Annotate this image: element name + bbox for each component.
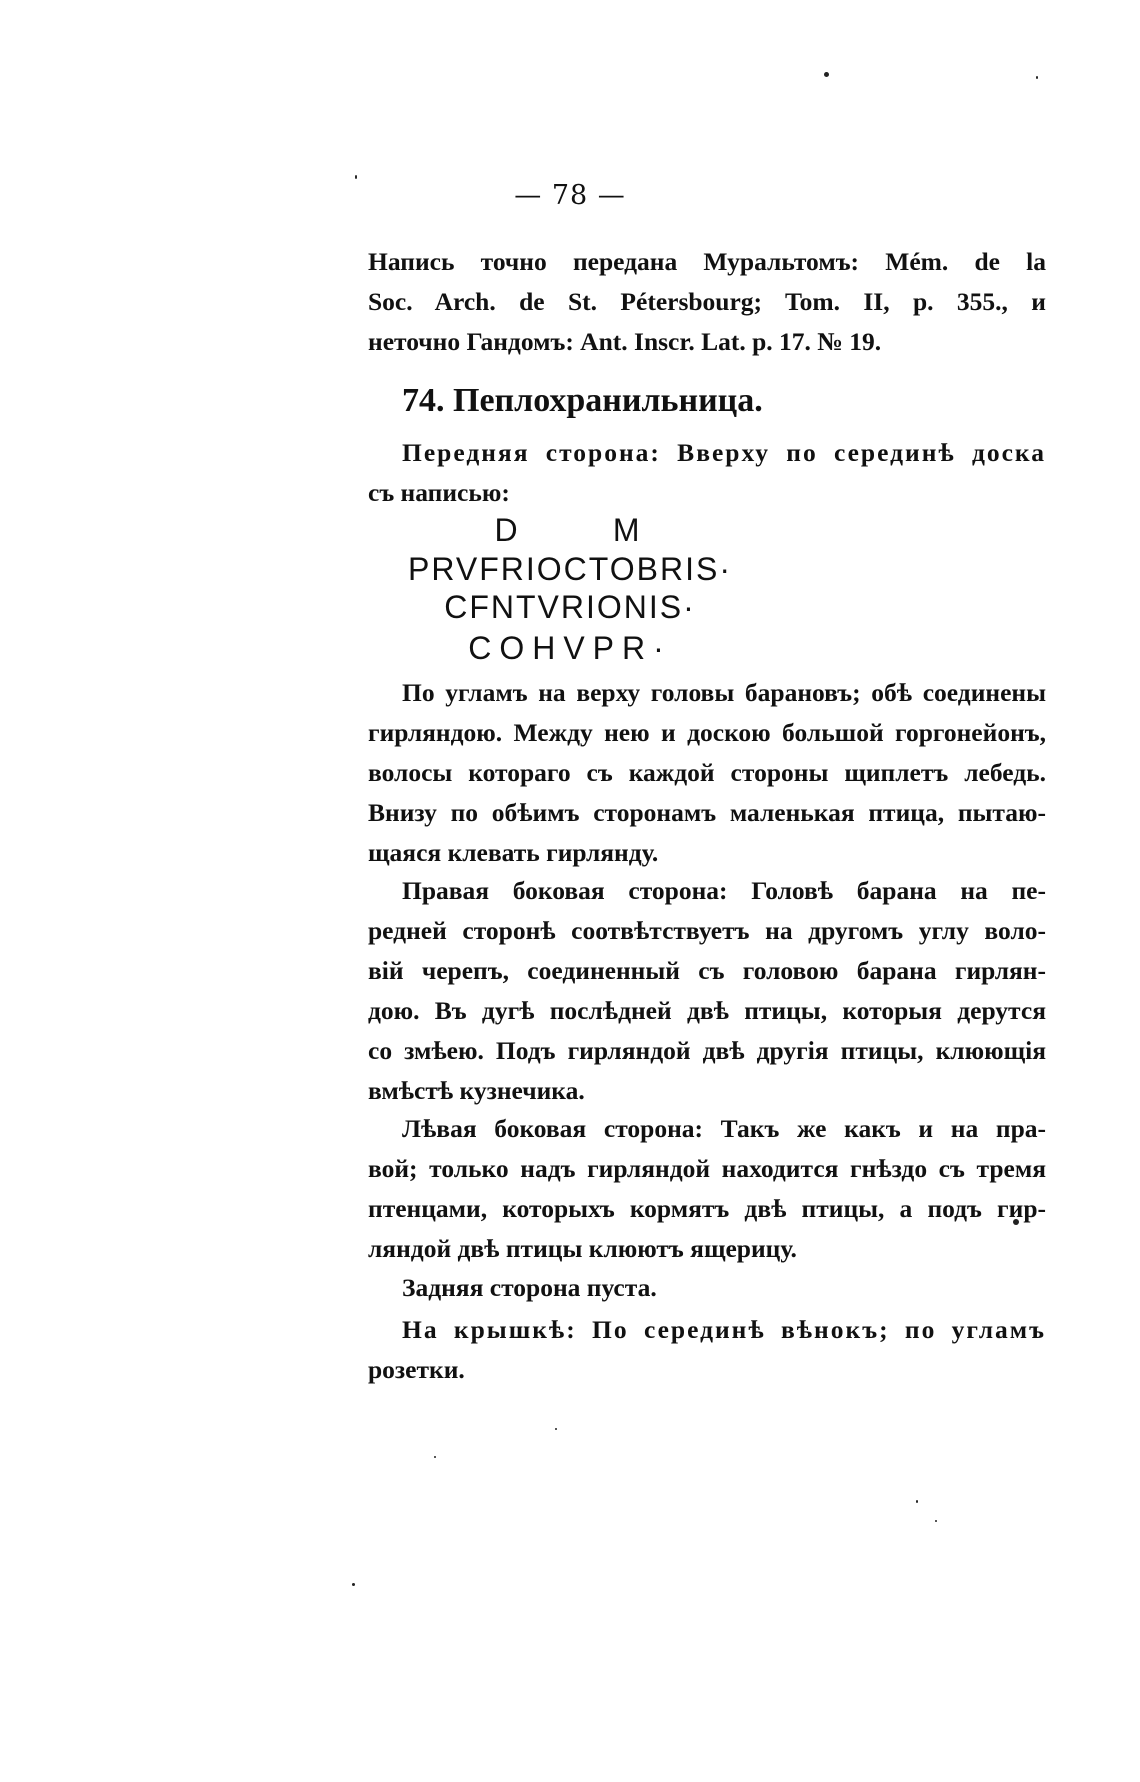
left-side-paragraph <box>368 1109 1046 1269</box>
scan-speck <box>1036 76 1038 79</box>
text-line: ляндой двѣ птицы клюютъ ящерицу. <box>368 1234 797 1263</box>
front-intro-line: съ написью: <box>368 478 510 507</box>
text-line: Правая боковая сторона: Головѣ барана на пе- <box>402 876 1046 905</box>
inscription-line-3: CFNTVRIONIS· <box>444 589 696 625</box>
corners-paragraph <box>368 673 1046 873</box>
page-number: — 78 — <box>514 180 626 211</box>
scan-speck <box>555 1428 557 1430</box>
inscription-line-1: D M <box>494 512 646 548</box>
text-line: На крышкѣ: По серединѣ вѣнокъ; по угламъ <box>402 1315 1046 1344</box>
text-line: По угламъ на верху головы барановъ; обѣ соединены <box>402 678 1046 707</box>
text-line: дою. Въ дугѣ послѣдней двѣ птицы, которыя дерутся <box>368 996 1046 1025</box>
text-line: птенцами, которыхъ кормятъ двѣ птицы, а подъ гир- <box>368 1194 1046 1223</box>
text-line: розетки. <box>368 1355 465 1384</box>
text-line: волосы котораго съ каждой стороны щиплетъ лебедь. <box>368 758 1046 787</box>
text-line: Задняя сторона пуста. <box>402 1273 657 1302</box>
front-side-intro <box>368 433 1046 513</box>
intro-line: Напись точно передана Муральтомъ: Mém. de la <box>368 247 1046 276</box>
back-side-paragraph <box>368 1268 1046 1308</box>
text-line: вой; только надъ гирляндой находится гнѣздо съ тремя <box>368 1154 1046 1183</box>
scan-speck <box>824 72 829 77</box>
inscription-line-4: COHVPR· <box>468 630 672 666</box>
text-line: щаяся клевать гирлянду. <box>368 838 659 867</box>
intro-paragraph <box>368 242 1046 362</box>
text-line: Лѣвая боковая сторона: Такъ же какъ и на пра- <box>402 1114 1046 1143</box>
lid-paragraph <box>368 1310 1046 1390</box>
text-line: Внизу по обѣимъ сторонамъ маленькая птица, пытаю- <box>368 798 1046 827</box>
scan-speck <box>355 175 357 179</box>
text-line: редней сторонѣ соотвѣтствуетъ на другомъ углу воло- <box>368 916 1046 945</box>
text-line: вмѣстѣ кузнечика. <box>368 1076 585 1105</box>
right-side-paragraph <box>368 871 1046 1111</box>
intro-line: Soc. Arch. de St. Pétersbourg; Tom. II, p. 355., и <box>368 287 1046 316</box>
scan-speck <box>352 1583 355 1586</box>
text-line: гирляндою. Между нею и доскою большой горгонейонъ, <box>368 718 1046 747</box>
text-line: вій черепъ, соединенный съ головою барана гирлян- <box>368 956 1046 985</box>
scan-speck <box>916 1500 918 1503</box>
inscription-line-2: PRVFRIOCTOBRIS· <box>408 551 732 587</box>
scan-speck <box>935 1520 937 1522</box>
scan-speck <box>434 1456 436 1458</box>
text-line: со змѣею. Подъ гирляндой двѣ другія птицы, клюющія <box>368 1036 1046 1065</box>
front-intro-line: Передняя сторона: Вверху по серединѣ доска <box>402 438 1046 467</box>
intro-line: неточно Гандомъ: Ant. Inscr. Lat. p. 17. № 19. <box>368 327 882 356</box>
section-heading: 74. Пеплохранильница. <box>402 382 763 419</box>
